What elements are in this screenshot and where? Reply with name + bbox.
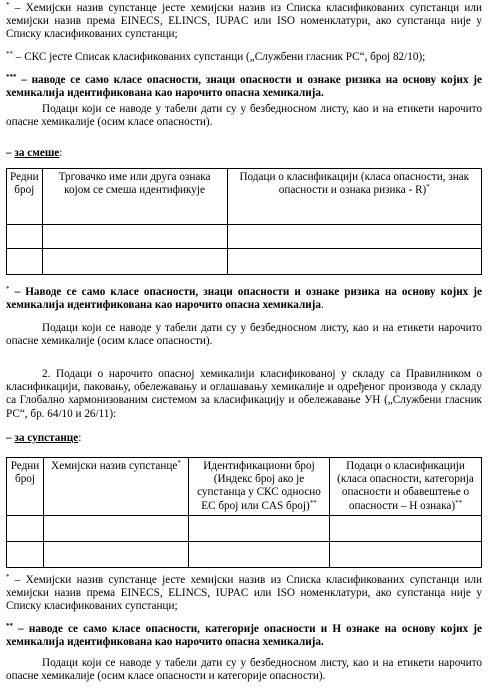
footnote-mark: * [6, 285, 10, 293]
column-header-id-number: Идентификациони број (Индекс број ако је супстанца у СКС односно ЕС број или CAS број)** [189, 458, 330, 516]
table-header-row [7, 458, 482, 516]
paragraph-safety-sheet-2 [6, 322, 482, 348]
paragraph-text: 2. Подаци о нарочито опасној хемикалији класификованој у складу са Правилником о класификацији, паковању, обележавању и оглашавању хемикалије и одређеног производа у складу са Глобално хармонизованим системом за класификацију и обележавање УН („Службени гласник РС“, бр. 64/10 и 26/11): [6, 368, 482, 420]
column-header-trade-name: Трговачко име или друга ознака којом се смеша идентификује [42, 169, 227, 225]
section-label: за смеше [14, 147, 60, 159]
section-colon: : [59, 147, 63, 159]
table-cell [227, 249, 481, 275]
table-header-row [7, 169, 482, 225]
mixtures-table [6, 168, 482, 275]
table-cell [227, 225, 481, 249]
table-cell [330, 541, 482, 567]
footnote-mark: ** [6, 622, 13, 630]
footnote-text: – Хемијски назив супстанце јесте хемијски назив из Списка класификованих супстанци или хемијски назив према EINECS, ELINCS, IUPAC или ISO номенклатури, ако супстанца није у Списку класификованих супстанци; [6, 574, 482, 613]
table-row [7, 249, 482, 275]
paragraph-text: Подаци који се наводе у табели дати су у безбедносном листу, као и на етикети нарочито опасне хемикалије (осим класе опасности). [6, 322, 482, 348]
column-header-number: Редни број [7, 169, 43, 225]
footnote-h-codes [6, 623, 482, 649]
footnote-sks [6, 51, 482, 64]
paragraph-ghs-classification [6, 368, 482, 421]
table-cell [42, 225, 227, 249]
table-cell [7, 541, 44, 567]
section-label: за супстанце [14, 432, 79, 444]
paragraph-text: Подаци који се наводе у табели дати су у безбедносном листу, као и на етикети нарочито опасне хемикалије (осим класе опасности). [6, 103, 482, 129]
table-cell [189, 541, 330, 567]
column-header-classification: Подаци о класификацији (класа опасности, категорија опасности и обавештење о опасности – H ознака)** [330, 458, 482, 516]
section-heading-mixtures [6, 147, 482, 160]
footnote-text: – наводе се само класе опасности, категорије опасности и H ознаке на основу којих је хемикалија идентификована као нарочито опасна хемикалија. [6, 623, 482, 649]
table-cell [330, 515, 482, 541]
footnote-mixture-hazard [6, 286, 482, 312]
table-cell [44, 515, 189, 541]
footnote-mark: *** [6, 73, 17, 81]
table-cell [7, 515, 44, 541]
table-row [7, 541, 482, 567]
column-header-number: Редни број [7, 458, 44, 516]
paragraph-safety-sheet [6, 103, 482, 129]
table-cell [42, 249, 227, 275]
footnote-text: – наводе се само класе опасности, знаци опасности и ознаке ризика на основу којих је хемикалија идентификована као нарочито опасна хемикалија. [6, 74, 482, 100]
paragraph-safety-sheet-3 [6, 657, 482, 683]
footnote-hazard-classes [6, 74, 482, 100]
table-cell [189, 515, 330, 541]
footnote-text: – Хемијски назив супстанце јесте хемијски назив из Списка класификованих супстанци или хемијски назив према EINECS, ELINCS, IUPAC или ISO номенклатури, ако супстанца није у Списку класификованих супстанци; [6, 2, 482, 41]
footnote-tail: . [321, 299, 324, 312]
footnote-mark: * [6, 1, 10, 9]
column-header-chemical-name: Хемијски назив супстанце* [44, 458, 189, 516]
column-header-classification: Подаци о класификацији (класа опасности, знак опасности и ознака ризика - R)* [227, 169, 481, 225]
table-cell [7, 225, 43, 249]
footnote-text: – Наводе се само класе опасности, знаци опасности и ознаке ризика на основу којих је хемикалија идентификована као нарочито опасна хемикалија [6, 286, 482, 312]
substances-table [6, 457, 482, 568]
section-colon: : [78, 432, 82, 444]
table-row [7, 515, 482, 541]
paragraph-text: Подаци који се наводе у табели дати су у безбедносном листу, као и на етикети нарочито опасне хемикалије (осим класе опасности и категорије опасности). [6, 657, 482, 683]
footnote-text: – СКС јесте Списак класификованих супстанци („Службени гласник РС“, број 82/10); [13, 51, 426, 63]
footnote-chemical-name [6, 2, 482, 42]
table-row [7, 225, 482, 249]
footnote-mark: * [6, 573, 10, 581]
table-cell [44, 541, 189, 567]
section-dash: – [6, 432, 15, 444]
section-heading-substances [6, 432, 482, 445]
footnote-chemical-name-2 [6, 574, 482, 614]
footnote-mark: ** [6, 50, 13, 58]
section-dash: – [6, 147, 15, 159]
table-cell [7, 249, 43, 275]
